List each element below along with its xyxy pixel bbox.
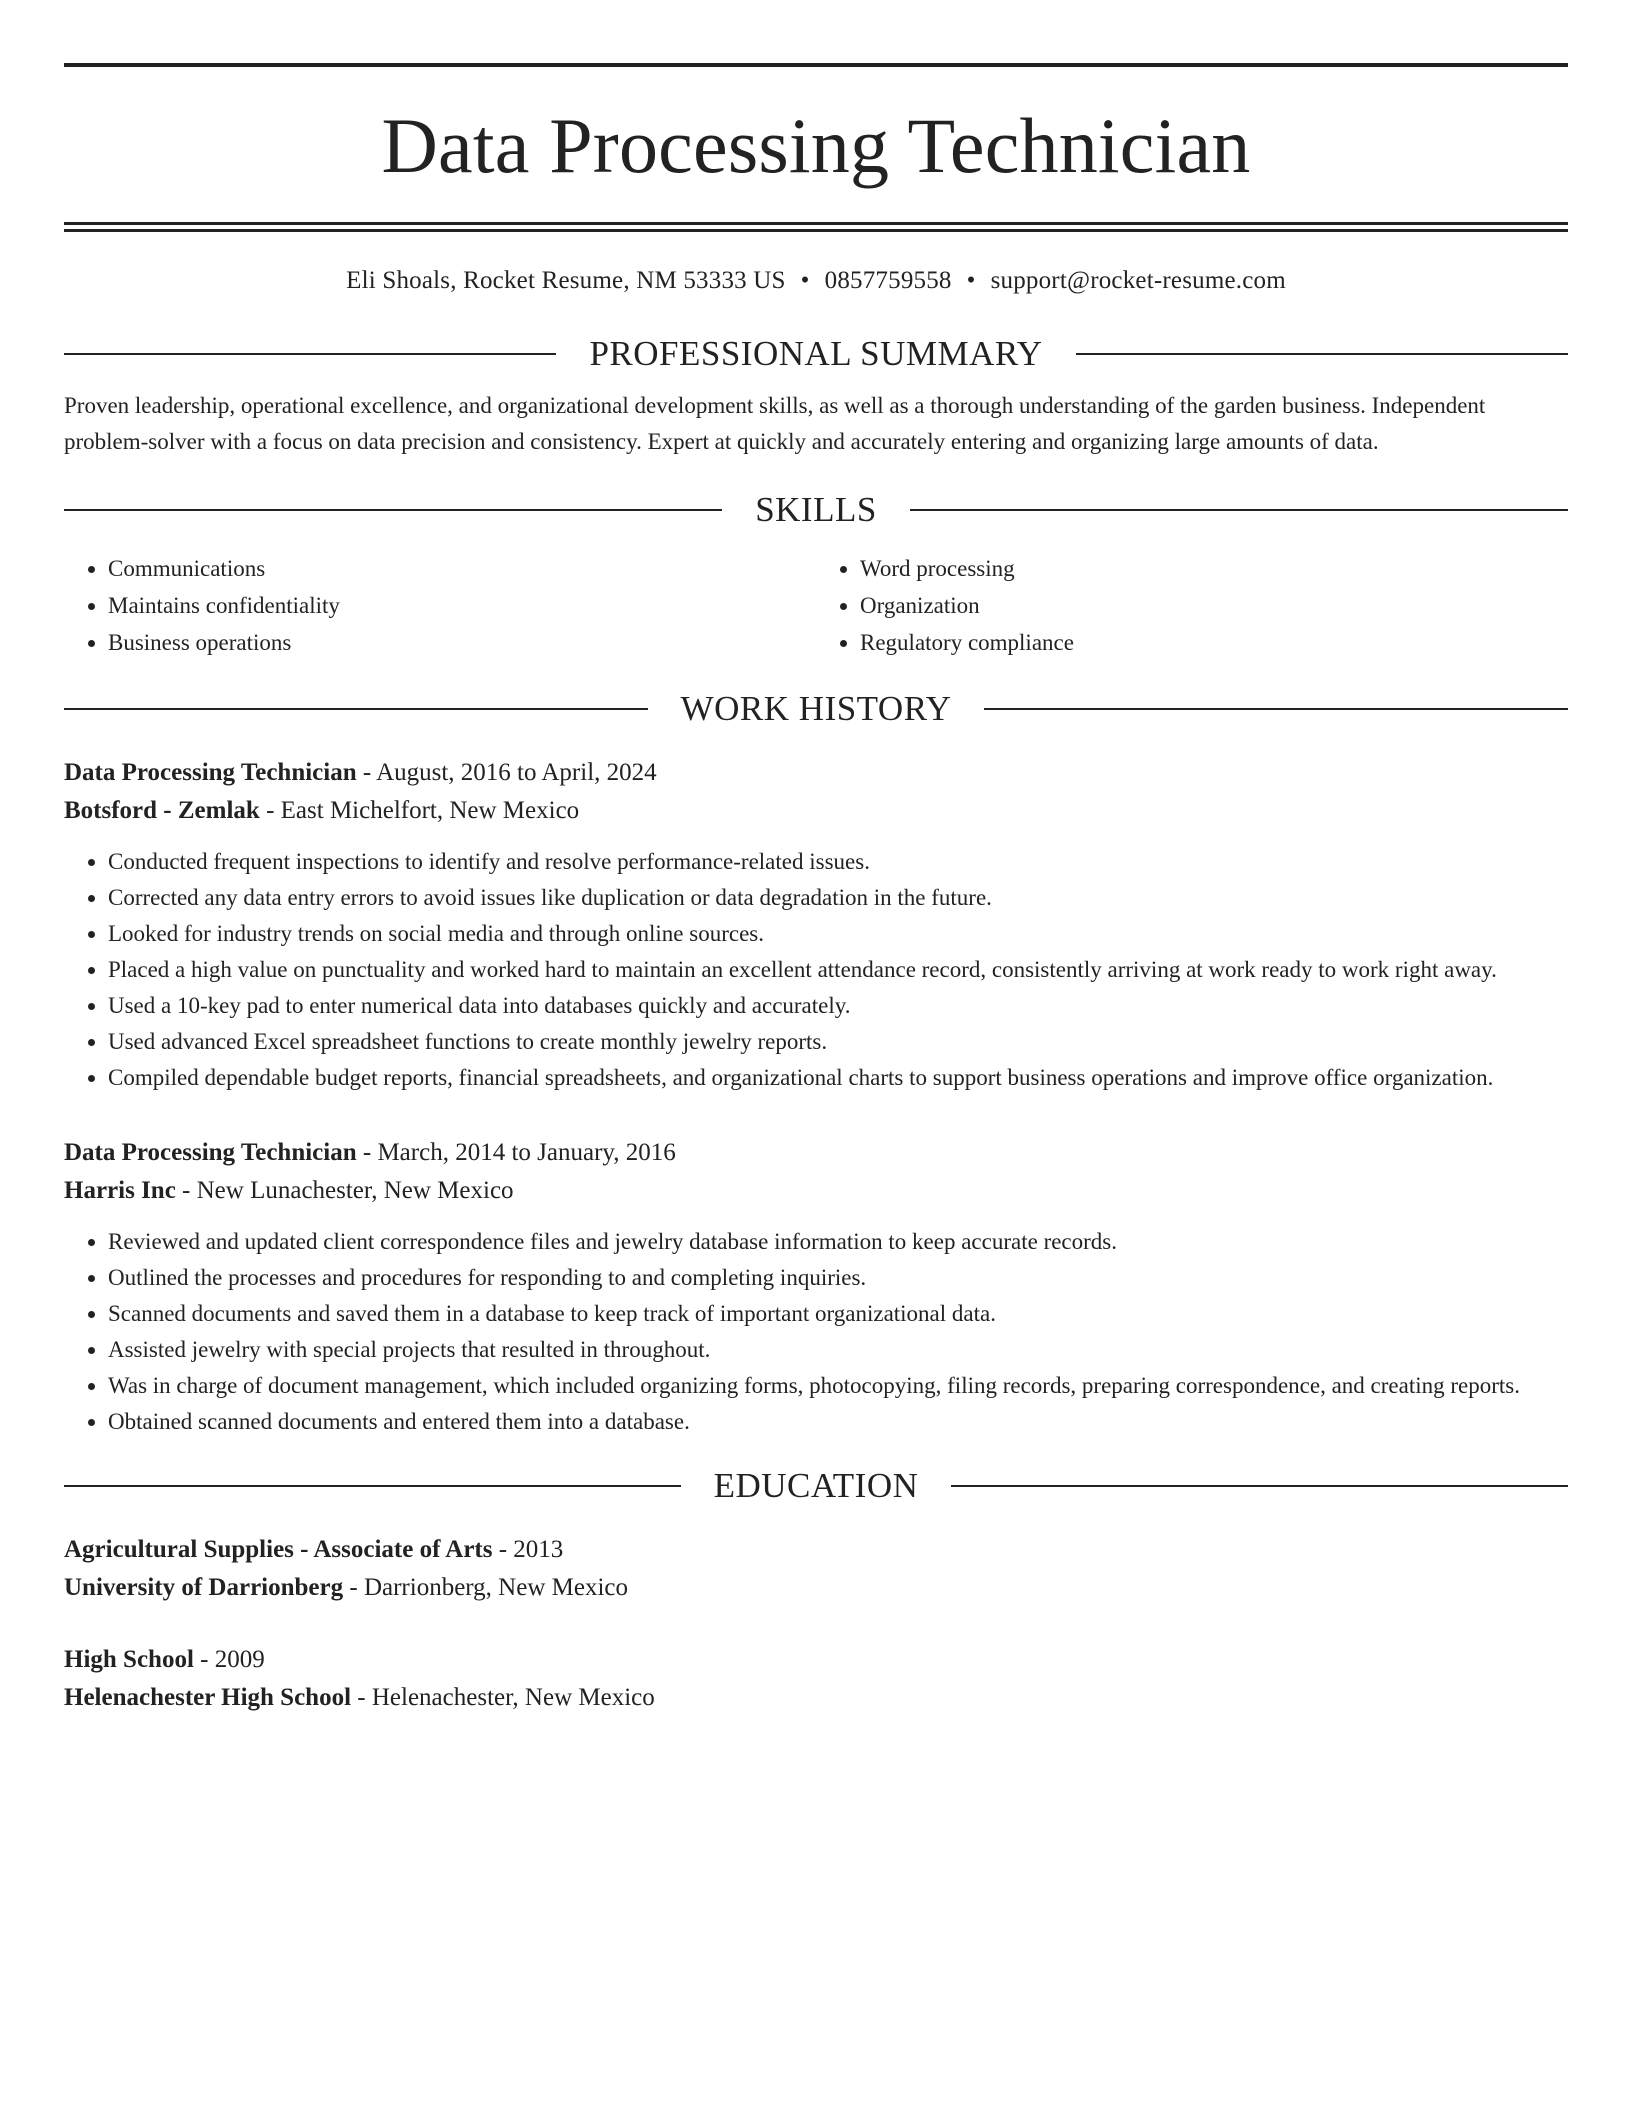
job-title: Data Processing Technician xyxy=(64,1139,357,1166)
divider-line xyxy=(64,708,648,710)
education-school-line xyxy=(64,1569,1568,1607)
job-bullets xyxy=(64,844,1568,1096)
contact-separator: • xyxy=(966,267,976,294)
education-location: - Darrionberg, New Mexico xyxy=(343,1574,628,1601)
job-bullet: • Was in charge of document management, which included organizing forms, photocopying, filing records, preparing correspondence, and creating reports. xyxy=(108,1368,1568,1404)
skills-column-left xyxy=(64,550,816,661)
skill-item: • Communications xyxy=(108,550,816,587)
section-title-summary: PROFESSIONAL SUMMARY xyxy=(589,334,1043,373)
section-header-summary xyxy=(64,334,1568,374)
job-bullet: • Corrected any data entry errors to avoid issues like duplication or data degradation in the future. xyxy=(108,880,1568,916)
section-header-education xyxy=(64,1466,1568,1506)
education-degree-line xyxy=(64,1531,1568,1569)
skill-item: • Maintains confidentiality xyxy=(108,587,816,624)
education-school-line xyxy=(64,1679,1568,1717)
job-bullet: • Obtained scanned documents and entered them into a database. xyxy=(108,1404,1568,1440)
job-bullet: • Conducted frequent inspections to identify and resolve performance-related issues. xyxy=(108,844,1568,880)
section-header-skills xyxy=(64,490,1568,530)
divider-line xyxy=(1076,353,1568,355)
education-year: - 2013 xyxy=(492,1536,564,1563)
job-company: Botsford - Zemlak xyxy=(64,797,260,824)
job-bullet: • Compiled dependable budget reports, financial spreadsheets, and organizational charts to support business operations and improve office organization. xyxy=(108,1060,1568,1096)
job-location: - East Michelfort, New Mexico xyxy=(259,797,580,824)
job-title: Data Processing Technician xyxy=(64,759,357,786)
job-title-line xyxy=(64,1134,1568,1172)
job-bullet: • Placed a high value on punctuality and worked hard to maintain an excellent attendance record, consistently arriving at work ready to work right away. xyxy=(108,952,1568,988)
section-title-skills: SKILLS xyxy=(755,490,877,529)
divider-line xyxy=(910,509,1568,511)
skill-item: • Business operations xyxy=(108,624,816,661)
education-degree: High School xyxy=(64,1646,194,1673)
divider-line xyxy=(64,353,556,355)
contact-line xyxy=(64,264,1568,298)
job-company-line xyxy=(64,1172,1568,1210)
contact-separator: • xyxy=(800,267,810,294)
job-bullet: • Used a 10-key pad to enter numerical data into databases quickly and accurately. xyxy=(108,988,1568,1024)
skill-item: • Regulatory compliance xyxy=(860,624,1568,661)
job-dates: - March, 2014 to January, 2016 xyxy=(356,1139,676,1166)
divider-line xyxy=(984,708,1568,710)
summary-text: Proven leadership, operational excellence, and organizational development skills, as well as a thorough understanding of the garden business. Independent problem-solver with a focus on data precision and consistency. Expert at quickly and accurately entering and organizing large amounts of data. xyxy=(64,393,1486,454)
job-company-line xyxy=(64,792,1568,830)
job-bullet: • Used advanced Excel spreadsheet functions to create monthly jewelry reports. xyxy=(108,1024,1568,1060)
job-bullet: • Looked for industry trends on social media and through online sources. xyxy=(108,916,1568,952)
top-rule xyxy=(64,63,1568,67)
education-year: - 2009 xyxy=(193,1646,265,1673)
job-bullets xyxy=(64,1224,1568,1440)
section-header-work xyxy=(64,689,1568,729)
education-entry xyxy=(64,1531,1568,1607)
job-title-line xyxy=(64,754,1568,792)
education-degree-line xyxy=(64,1641,1568,1679)
job-company: Harris Inc xyxy=(64,1177,176,1204)
contact-email: support@rocket-resume.com xyxy=(990,267,1286,294)
job-bullet: • Assisted jewelry with special projects that resulted in throughout. xyxy=(108,1332,1568,1368)
contact-address: Eli Shoals, Rocket Resume, NM 53333 US xyxy=(346,267,786,294)
education-entry xyxy=(64,1641,1568,1717)
skill-item: • Organization xyxy=(860,587,1568,624)
title-double-rule xyxy=(64,222,1568,232)
job-bullet: • Scanned documents and saved them in a database to keep track of important organizational data. xyxy=(108,1296,1568,1332)
education-school: Helenachester High School xyxy=(64,1684,352,1711)
job-entry xyxy=(64,1134,1568,1440)
education-location: - Helenachester, New Mexico xyxy=(351,1684,655,1711)
divider-line xyxy=(64,509,722,511)
resume-title: Data Processing Technician xyxy=(381,102,1251,189)
job-entry xyxy=(64,754,1568,1096)
job-bullet: • Outlined the processes and procedures for responding to and completing inquiries. xyxy=(108,1260,1568,1296)
section-title-education: EDUCATION xyxy=(713,1466,919,1505)
divider-line xyxy=(951,1485,1568,1487)
skills-column-right xyxy=(816,550,1568,661)
section-title-work: WORK HISTORY xyxy=(680,689,952,728)
contact-phone: 0857759558 xyxy=(824,267,952,294)
job-dates: - August, 2016 to April, 2024 xyxy=(356,759,657,786)
divider-line xyxy=(64,1485,681,1487)
job-bullet: • Reviewed and updated client correspondence files and jewelry database information to keep accurate records. xyxy=(108,1224,1568,1260)
education-degree: Agricultural Supplies - Associate of Arts xyxy=(64,1536,493,1563)
skill-item: • Word processing xyxy=(860,550,1568,587)
education-school: University of Darrionberg xyxy=(64,1574,344,1601)
job-location: - New Lunachester, New Mexico xyxy=(175,1177,514,1204)
skills-list xyxy=(64,550,1568,661)
